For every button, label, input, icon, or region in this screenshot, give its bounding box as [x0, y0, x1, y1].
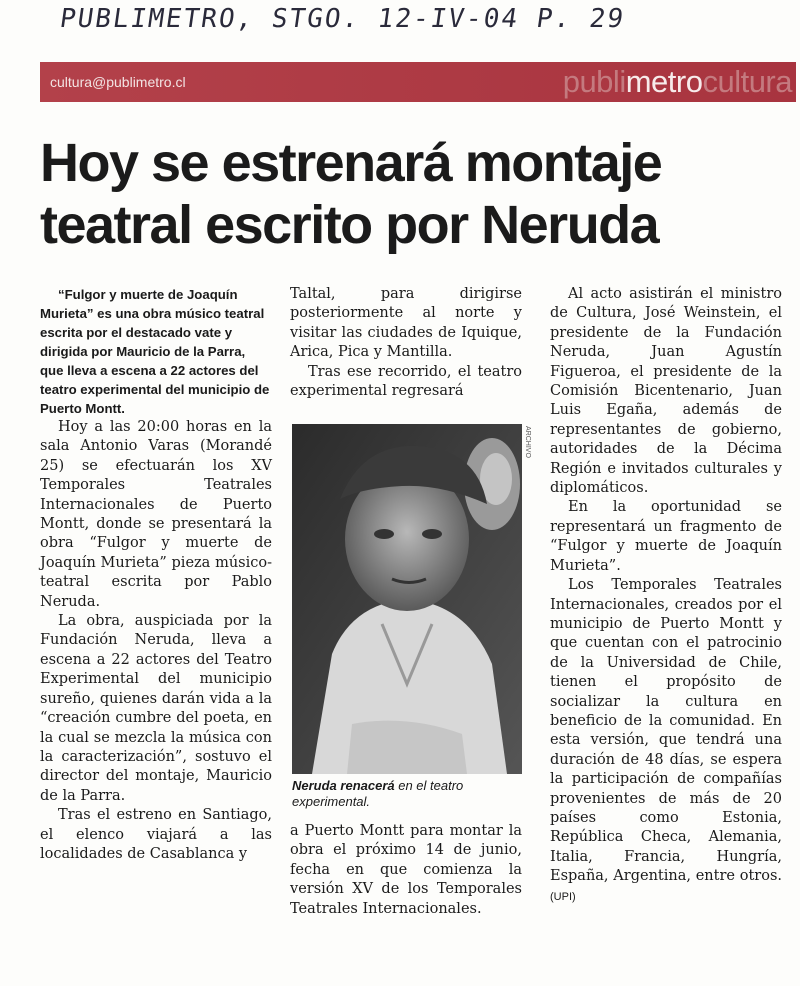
body-paragraph-1: Hoy a las 20:00 horas en la sala Antonio Varas (Morandé 25) se efectuarán los XV Temporales Teatrales Internacionales de Puerto Montt, donde se presentará la obra “Fulgor y muerte de Joaquín Murieta” pieza músico-teatral escrita por Pablo Neruda. [40, 419, 272, 610]
column-2-bottom [290, 822, 522, 919]
body-paragraph-5: Tras ese recorrido, el teatro experimental regresará [290, 363, 522, 400]
body-paragraph-6: a Puerto Montt para montar la obra el próximo 14 de junio, fecha en que comienza la versión XV de los Temporales Teatrales Internacionales. [290, 823, 522, 917]
section-email: cultura@publimetro.cl [50, 74, 186, 90]
neruda-photo [292, 424, 522, 774]
signoff: (UPI) [550, 890, 576, 903]
photo-caption [292, 778, 532, 810]
column-2 [290, 285, 522, 401]
section-brand [563, 64, 792, 100]
column-3 [550, 285, 782, 907]
section-band [40, 62, 796, 102]
column-1 [40, 285, 272, 864]
caption-bold: Neruda renacerá [292, 778, 395, 793]
body-paragraph-3: Tras el estreno en Santiago, el elenco viajará a las localidades de Casablanca y [40, 807, 272, 862]
body-paragraph-2: La obra, auspiciada por la Fundación Neruda, lleva a escena a 22 actores del Teatro Experimental del municipio sureño, quienes darán vida a la “creación cumbre del poeta, en la cual se mezcla la música con la caracterización”, sostuvo el director del montaje, Mauricio de la Parra. [40, 613, 272, 804]
brand-part-2: metro [625, 64, 703, 99]
lead-paragraph: “Fulgor y muerte de Joaquín Murieta” es una obra músico teatral escrita por el destacado vate y dirigida por Mauricio de la Parra, que lleva a escena a 22 actores del teatro experimental del municipio de Puerto Montt. [40, 287, 270, 416]
body-paragraph-8: En la oportunidad se representará un fragmento de “Fulgor y muerte de Joaquín Murieta”. [550, 499, 782, 574]
handwritten-note: PUBLIMETRO, STGO. 12-IV-04 P. 29 [57, 4, 628, 34]
caption-rest: en el teatro experimental. [292, 778, 464, 809]
headline: Hoy se estrenará montaje teatral escrito por Neruda [40, 133, 662, 255]
body-paragraph-9 [550, 576, 782, 907]
photo-credit: ARCHIVO [524, 426, 531, 458]
brand-part-3: cultura [702, 64, 792, 99]
brand-part-1: publi [562, 64, 626, 99]
body-paragraph-4: Taltal, para dirigirse posteriormente al norte y visitar las ciudades de Iquique, Arica, Pica y Mantilla. [290, 286, 522, 361]
body-paragraph-9-text: Los Temporales Teatrales Internacionales, creados por el municipio de Puerto Montt y que cuentan con el patrocinio de la Universidad de Chile, tienen el propósito de socializar la cultura en beneficio de la comunidad. En esta versión, que tendrá una duración de 48 días, se espera la participación de compañías provenientes de más de 20 países como Estonia, República Checa, Alemania, Italia, Francia, Hungría, España, Argentina, entre otros. [550, 577, 782, 885]
body-paragraph-7: Al acto asistirán el ministro de Cultura, José Weinstein, el presidente de la Fundación Neruda, Juan Agustín Figueroa, el presidente de la Comisión Bicentenario, Juan Luis Egaña, además de representantes de gobierno, autoridades de la Décima Región e invitados culturales y diplomáticos. [550, 286, 782, 497]
